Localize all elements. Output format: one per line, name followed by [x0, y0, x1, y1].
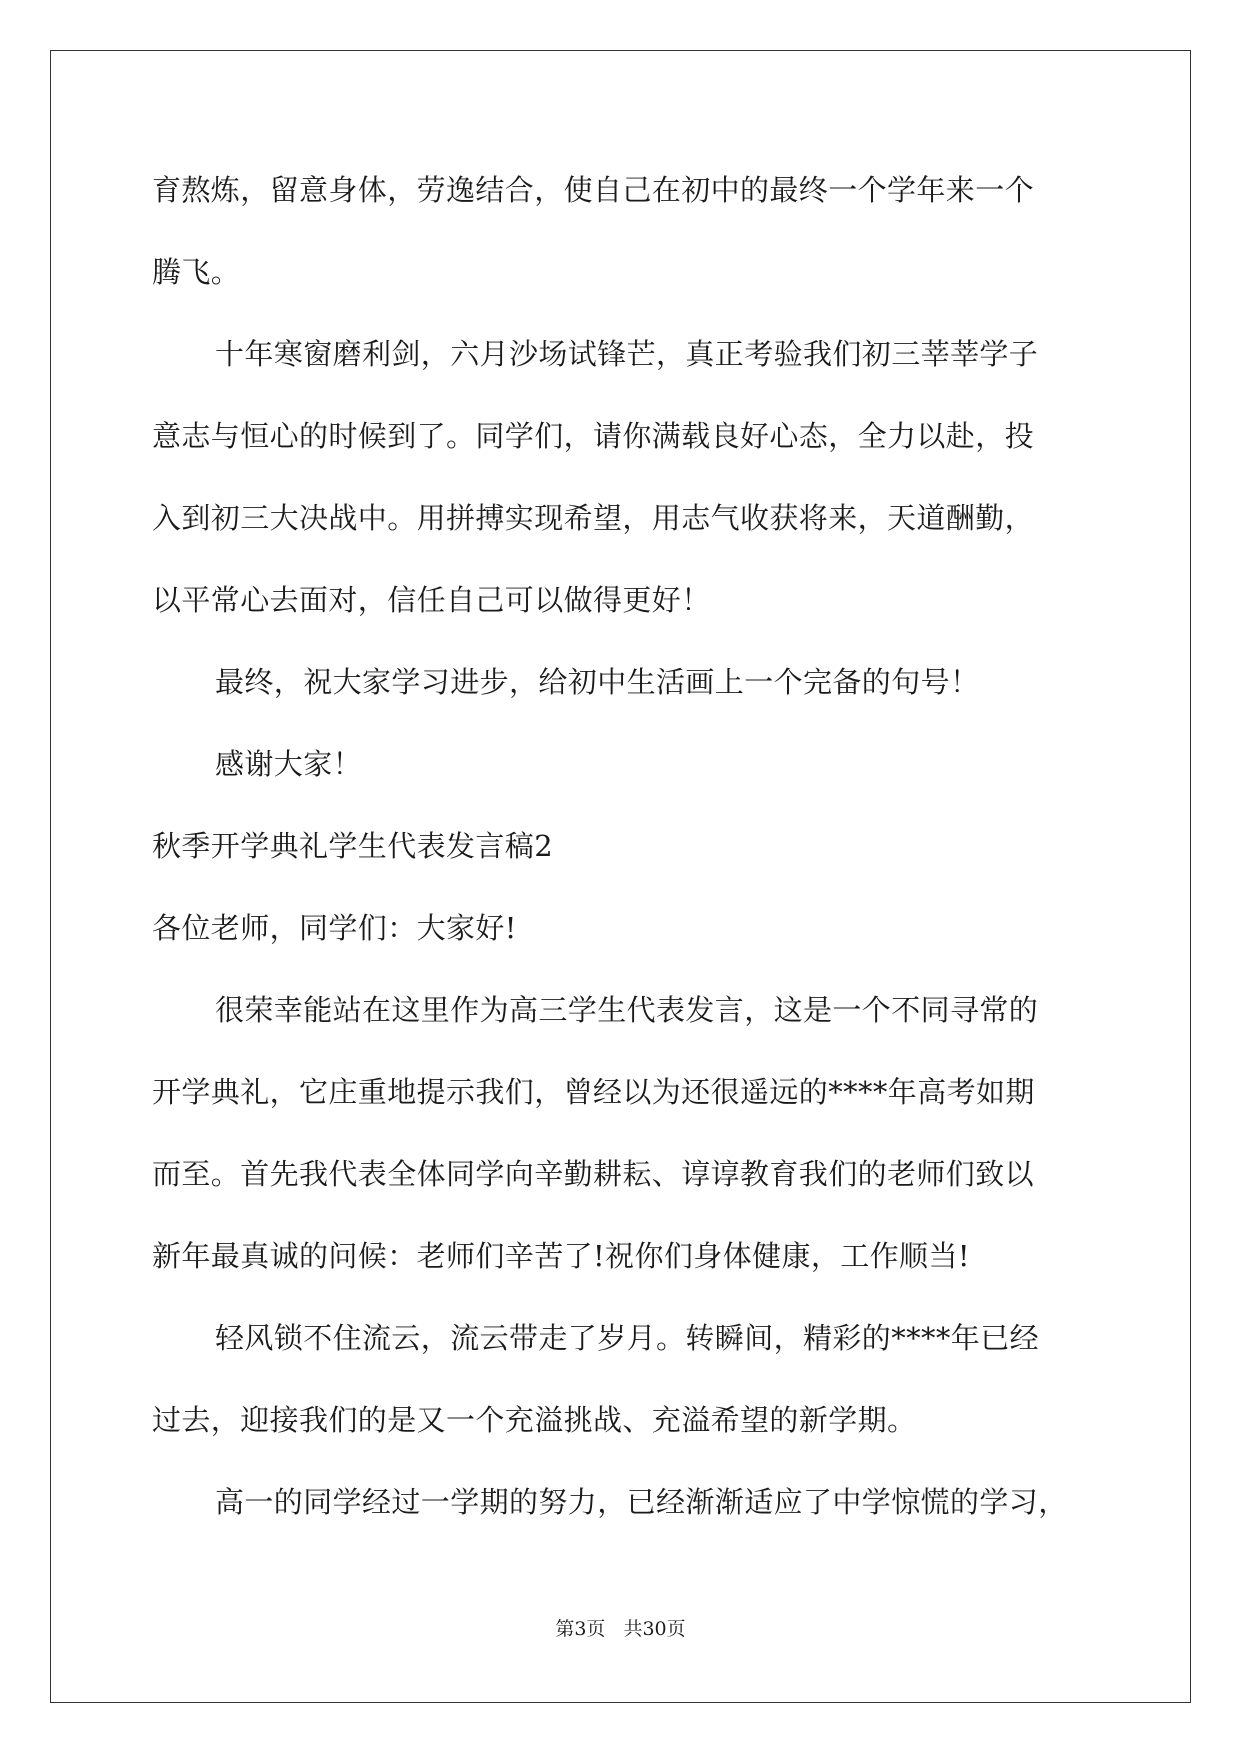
- text-line: 育熬炼，留意身体，劳逸结合，使自己在初中的最终一个学年来一个: [152, 173, 1035, 207]
- page-number: 第3页: [555, 1618, 606, 1640]
- text-line: 最终，祝大家学习进步，给初中生活画上一个完备的句号！: [215, 665, 980, 699]
- page-total: 共30页: [623, 1618, 686, 1640]
- text-line: 高一的同学经过一学期的努力，已经渐渐适应了中学惊慌的学习，: [215, 1485, 1068, 1519]
- section-heading: 秋季开学典礼学生代表发言稿2: [152, 829, 554, 863]
- text-line: 意志与恒心的时候到了。同学们，请你满载良好心态，全力以赴，投: [152, 419, 1035, 453]
- salutation: 各位老师，同学们：大家好!: [152, 911, 517, 945]
- text-line: 很荣幸能站在这里作为高三学生代表发言，这是一个不同寻常的: [215, 993, 1039, 1027]
- text-line: 而至。首先我代表全体同学向辛勤耕耘、谆谆教育我们的老师们致以: [152, 1157, 1035, 1191]
- text-line: 新年最真诚的问候：老师们辛苦了!祝你们身体健康，工作顺当!: [152, 1239, 970, 1273]
- text-line: 开学典礼，它庄重地提示我们，曾经以为还很遥远的****年高考如期: [152, 1075, 1035, 1109]
- text-line: 腾飞。: [152, 255, 241, 289]
- page-footer: [0, 1614, 1241, 1641]
- text-line: 感谢大家！: [215, 747, 363, 781]
- text-line: 入到初三大决战中。用拼搏实现希望，用志气收获将来，天道酬勤，: [152, 501, 1035, 535]
- text-line: 过去，迎接我们的是又一个充溢挑战、充溢希望的新学期。: [152, 1403, 917, 1437]
- document-body: [152, 152, 1092, 1546]
- text-line: 十年寒窗磨利剑，六月沙场试锋芒，真正考验我们初三莘莘学子: [215, 337, 1039, 371]
- text-line: 轻风锁不住流云，流云带走了岁月。转瞬间，精彩的****年已经: [215, 1321, 1040, 1355]
- text-line: 以平常心去面对，信任自己可以做得更好！: [152, 583, 711, 617]
